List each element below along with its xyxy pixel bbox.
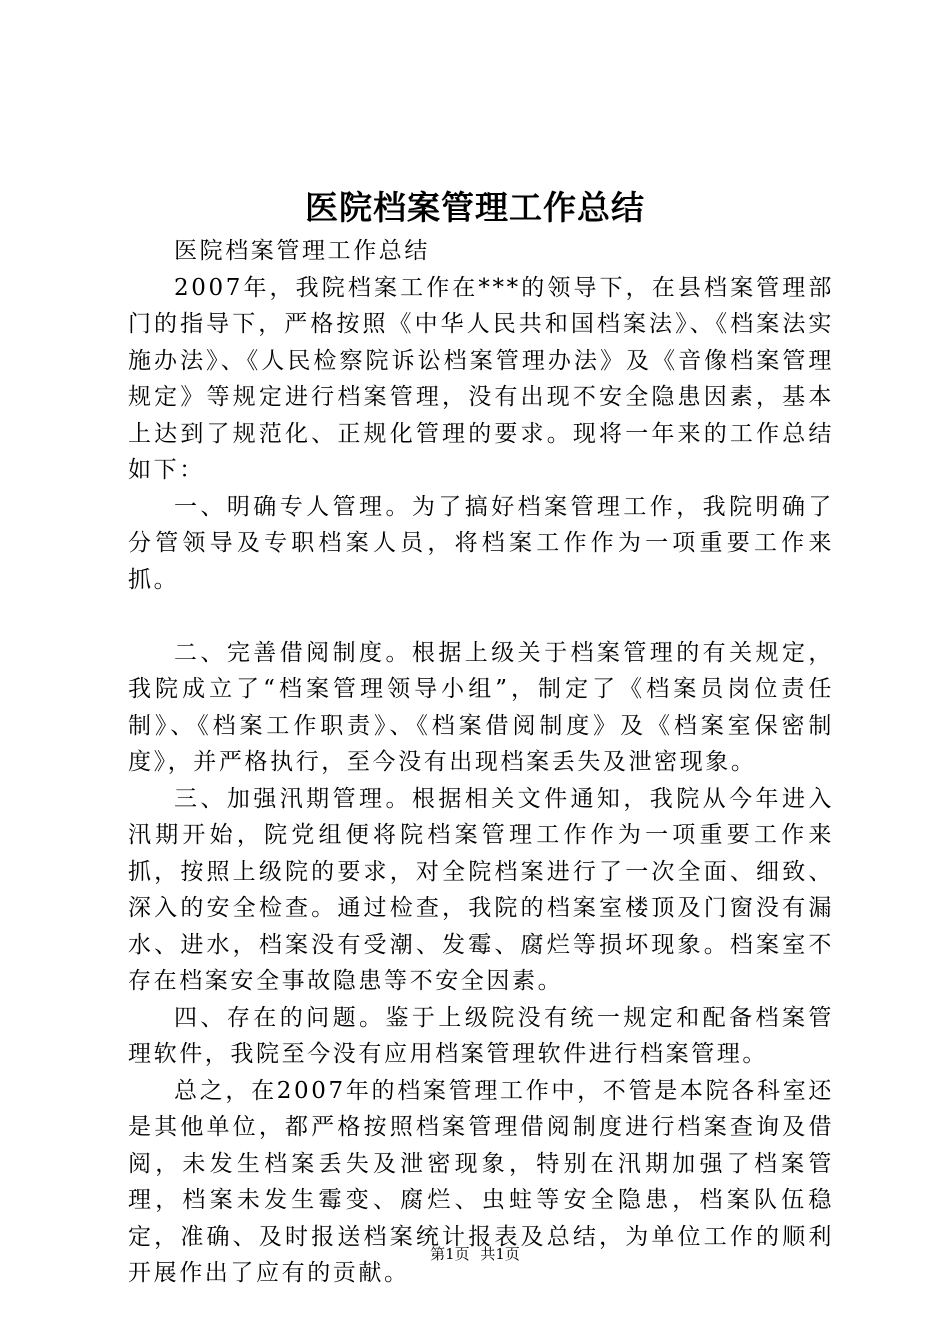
page-total: 共1页 (480, 1245, 520, 1263)
subtitle-paragraph: 医院档案管理工作总结 (174, 238, 430, 264)
section-4-paragraph: 四、存在的问题。鉴于上级院没有统一规定和配备档案管理软件，我院至今没有应用档案管理软件进行档案管理。 (128, 1004, 834, 1067)
intro-paragraph: 2007年，我院档案工作在***的领导下，在县档案管理部门的指导下，严格按照《中华人民共和国档案法》、《档案法实施办法》、《人民检察院诉讼档案管理办法》及《音像档案管理规定》等规定进行档案管理，没有出现不安全隐患因素，基本上达到了规范化、正规化管理的要求。现将一年来的工作总结如下： (128, 274, 834, 483)
page-footer (0, 1244, 950, 1264)
conclusion-paragraph: 总之，在2007年的档案管理工作中，不管是本院各科室还是其他单位，都严格按照档案管理借阅制度进行档案查询及借阅，未发生档案丢失及泄密现象，特别在汛期加强了档案管理，档案未发生霉变、腐烂、虫蛀等安全隐患，档案队伍稳定，准确、及时报送档案统计报表及总结，为单位工作的顺利开展作出了应有的贡献。 (128, 1077, 834, 1286)
section-2-paragraph: 二、完善借阅制度。根据上级关于档案管理的有关规定，我院成立了“档案管理领导小组”，制定了《档案员岗位责任制》、《档案工作职责》、《档案借阅制度》及《档案室保密制度》，并严格执行，至今没有出现档案丢失及泄密现象。 (128, 639, 834, 775)
document-title: 医院档案管理工作总结 (305, 188, 645, 227)
document-body (128, 233, 834, 1292)
page-number: 第1页 (430, 1245, 470, 1263)
section-3-paragraph: 三、加强汛期管理。根据相关文件通知，我院从今年进入汛期开始，院党组便将院档案管理工作作为一项重要工作来抓，按照上级院的要求，对全院档案进行了一次全面、细致、深入的安全检查。通过检查，我院的档案室楼顶及门窗没有漏水、进水，档案没有受潮、发霉、腐烂等损坏现象。档案室不存在档案安全事故隐患等不安全因素。 (128, 785, 834, 994)
section-1-paragraph: 一、明确专人管理。为了搞好档案管理工作，我院明确了分管领导及专职档案人员，将档案工作作为一项重要工作来抓。 (128, 493, 834, 593)
